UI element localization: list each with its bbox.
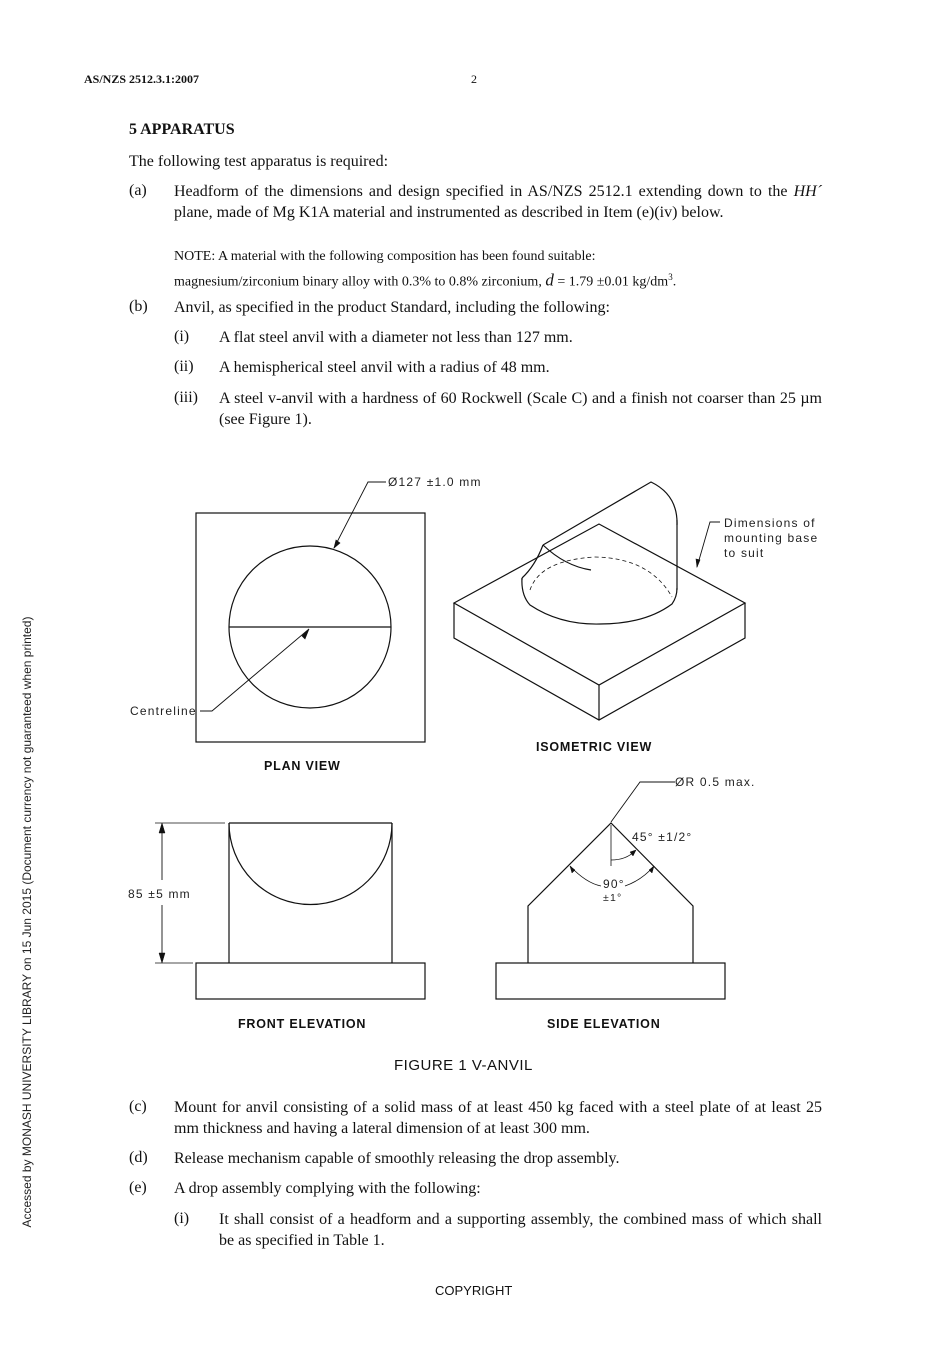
item-b-ii-text: A hemispherical steel anvil with a radius of 48 mm. bbox=[219, 359, 550, 376]
item-d-label: (d) bbox=[129, 1149, 148, 1166]
mounting-label-line1: Dimensions of bbox=[724, 516, 816, 530]
v-anvil-figure bbox=[0, 440, 950, 1060]
centreline-label: Centreline bbox=[130, 704, 197, 718]
item-b-i-text: A flat steel anvil with a diameter not less than 127 mm. bbox=[219, 329, 573, 346]
mounting-label-line2: mounting base bbox=[724, 531, 819, 545]
diameter-label: Ø127 ±1.0 mm bbox=[388, 475, 482, 489]
iso-cylinder-left bbox=[522, 545, 543, 578]
angle-arc-left bbox=[570, 866, 601, 886]
front-semicircle bbox=[229, 823, 392, 904]
front-elevation-title: FRONT ELEVATION bbox=[238, 1017, 367, 1031]
diameter-leader bbox=[334, 482, 386, 548]
item-c-text: Mount for anvil consisting of a solid mass of at least 450 kg faced with a steel plate of at least 25 mm thickness and having a lateral dimension of at least 300 mm. bbox=[174, 1099, 822, 1137]
item-e-i-text: It shall consist of a headform and a supporting assembly, the combined mass of which shall be as specified in Table 1. bbox=[219, 1211, 822, 1249]
radius-leader bbox=[611, 782, 675, 822]
centreline-leader bbox=[200, 629, 309, 711]
iso-cylinder-bottom bbox=[522, 578, 677, 624]
item-c-label: (c) bbox=[129, 1098, 147, 1115]
figure-caption: FIGURE 1 V-ANVIL bbox=[394, 1057, 533, 1074]
isometric-view-title: ISOMETRIC VIEW bbox=[536, 740, 653, 754]
access-watermark: Accessed by MONASH UNIVERSITY LIBRARY on 15 Jun 2015 (Document currency not guaranteed when printed) bbox=[20, 616, 34, 1228]
item-d-text: Release mechanism capable of smoothly releasing the drop assembly. bbox=[174, 1150, 620, 1167]
plan-view-title: PLAN VIEW bbox=[264, 759, 341, 773]
iso-base-top bbox=[454, 524, 745, 685]
mounting-label-line3: to suit bbox=[724, 546, 765, 560]
item-b-ii-label: (ii) bbox=[174, 358, 194, 375]
angle-tolerance-label: ±1° bbox=[603, 892, 623, 904]
item-b-iii-text: A steel v-anvil with a hardness of 60 Rockwell (Scale C) and a finish not coarser than 25 µm (see Figure 1). bbox=[219, 390, 822, 428]
side-base bbox=[496, 963, 725, 999]
section-intro: The following test apparatus is required: bbox=[129, 153, 389, 170]
item-e-text: A drop assembly complying with the following: bbox=[174, 1180, 481, 1197]
height-label: 85 ±5 mm bbox=[128, 887, 191, 901]
item-b-i-label: (i) bbox=[174, 328, 190, 345]
mounting-leader bbox=[697, 522, 720, 567]
angle-arc-right bbox=[625, 866, 654, 886]
angle-label: 90° bbox=[603, 877, 625, 891]
item-a-text: Headform of the dimensions and design specified in AS/NZS 2512.1 extending down to the HH´ plane, made of Mg K1A material and instrumented as described in Item (e)(iv) below. bbox=[174, 183, 822, 221]
item-e-label: (e) bbox=[129, 1179, 147, 1196]
iso-hidden-edge bbox=[530, 557, 672, 597]
side-elevation-title: SIDE ELEVATION bbox=[547, 1017, 661, 1031]
front-base bbox=[196, 963, 425, 999]
angle-half-label: 45° ±1/2° bbox=[632, 830, 693, 844]
page-number: 2 bbox=[471, 72, 477, 86]
item-b-iii-label: (iii) bbox=[174, 389, 198, 406]
iso-ridge-top bbox=[543, 482, 677, 545]
item-a-label: (a) bbox=[129, 182, 147, 199]
copyright-footer: COPYRIGHT bbox=[435, 1283, 513, 1298]
section-title: 5 APPARATUS bbox=[129, 121, 235, 138]
item-b-label: (b) bbox=[129, 298, 148, 315]
item-b-text: Anvil, as specified in the product Standard, including the following: bbox=[174, 299, 610, 316]
item-a-note: NOTE: A material with the following composition has been found suitable: magnesium/zirconium binary alloy with 0.3% to 0.8% zirconium, d = 1.79 ±0.01 $kg/dm^3$. bbox=[174, 249, 677, 290]
item-e-i-label: (i) bbox=[174, 1210, 190, 1227]
standard-number: AS/NZS 2512.3.1:2007 bbox=[84, 72, 200, 86]
radius-label: ØR 0.5 max. bbox=[675, 775, 756, 789]
